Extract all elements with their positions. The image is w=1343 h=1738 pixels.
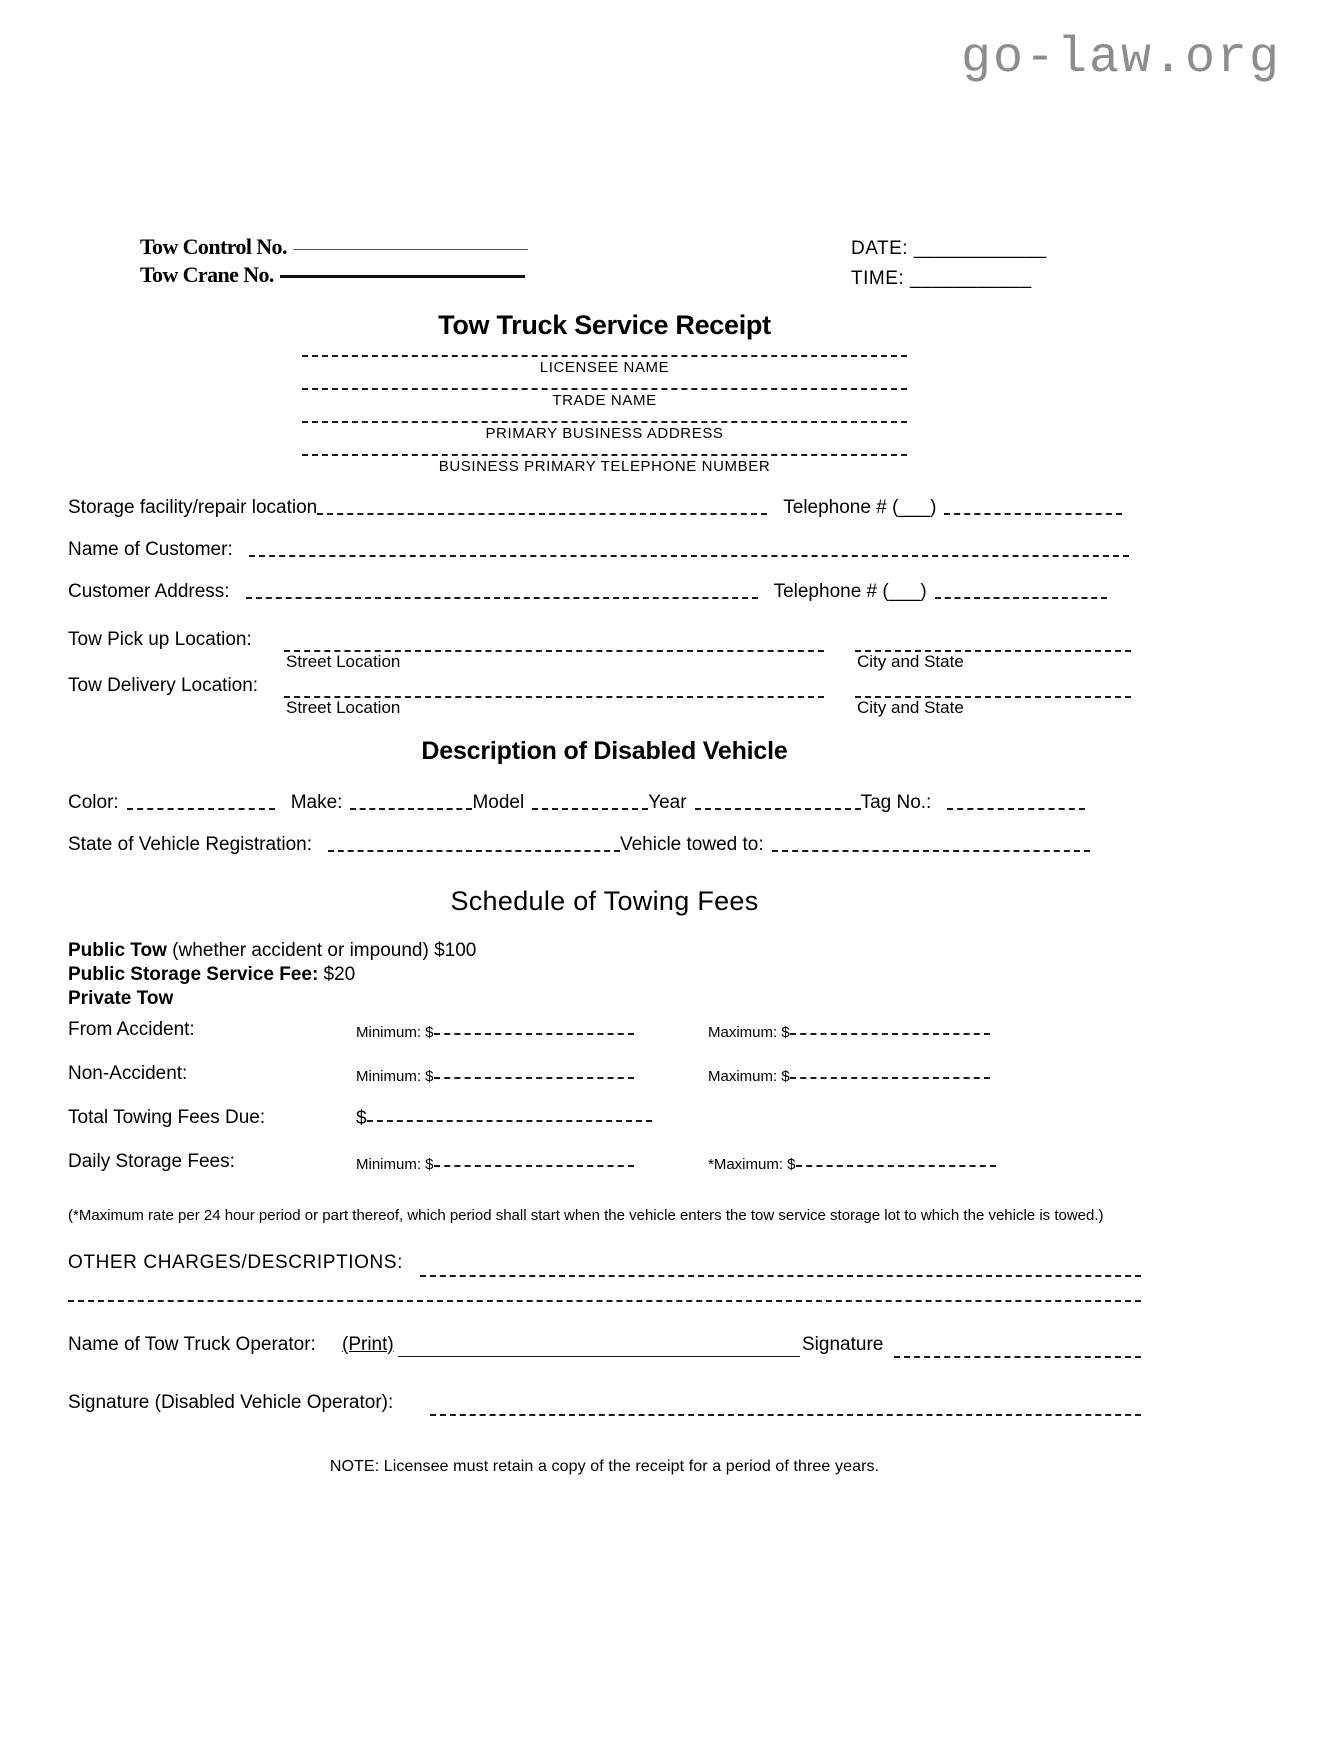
from-accident-maximum	[708, 1024, 990, 1041]
tow-crane-no-label: Tow Crane No.	[140, 262, 274, 287]
non-accident-minimum-input[interactable]	[434, 1077, 634, 1079]
tow-control-no-row	[140, 234, 528, 260]
storage-facility-row	[68, 497, 1141, 519]
non-accident-minimum-label: Minimum: $	[356, 1068, 434, 1085]
form-content	[68, 226, 1141, 1476]
state-registration-input[interactable]	[328, 850, 620, 852]
storage-telephone-input[interactable]	[944, 513, 1122, 515]
other-charges-row-2	[68, 1300, 1141, 1312]
date-row	[851, 234, 1047, 264]
public-tow-rest: (whether accident or impound) $100	[166, 940, 477, 961]
from-accident-minimum-input[interactable]	[434, 1033, 634, 1035]
date-input[interactable]: ____________	[913, 238, 1047, 259]
customer-telephone-label: Telephone # (___)	[773, 581, 927, 602]
storage-telephone-label: Telephone # (___)	[783, 497, 937, 518]
signature-label: Signature	[802, 1334, 884, 1355]
model-input[interactable]	[532, 808, 648, 810]
tow-control-no-input[interactable]	[293, 249, 528, 250]
customer-address-label: Customer Address:	[68, 581, 230, 602]
page-title: Tow Truck Service Receipt	[438, 310, 771, 340]
from-accident-maximum-input[interactable]	[790, 1033, 990, 1035]
watermark-go-law: go-law.org	[960, 30, 1281, 87]
model-label: Model	[472, 792, 525, 813]
fee-row-total	[68, 1103, 1141, 1143]
color-input[interactable]	[127, 808, 275, 810]
date-label: DATE:	[851, 238, 909, 259]
from-accident-minimum	[356, 1024, 634, 1041]
public-storage-label: Public Storage Service Fee:	[68, 964, 319, 985]
maximum-rate-footnote: (*Maximum rate per 24 hour period or part thereof, which period shall start when the vehicle enters the tow service storage lot to which the vehicle is towed.)	[68, 1207, 1104, 1224]
tow-crane-no-row	[140, 262, 525, 288]
non-accident-maximum-label: Maximum: $	[708, 1068, 790, 1085]
vehicle-description-heading: Description of Disabled Vehicle	[421, 737, 788, 765]
fee-intro-block	[68, 939, 1141, 1011]
other-charges-label: OTHER CHARGES/DESCRIPTIONS:	[68, 1252, 404, 1273]
non-accident-minimum	[356, 1068, 634, 1085]
daily-storage-maximum	[708, 1156, 996, 1173]
from-accident-minimum-label: Minimum: $	[356, 1024, 434, 1041]
public-storage-value: $20	[318, 964, 356, 985]
licensee-block	[302, 355, 907, 477]
year-label: Year	[648, 792, 687, 813]
public-tow-label: Public Tow	[68, 940, 167, 961]
total-towing-fees-value	[356, 1108, 652, 1130]
make-input[interactable]	[350, 808, 472, 810]
year-input[interactable]	[695, 808, 861, 810]
tow-delivery-label: Tow Delivery Location:	[68, 675, 259, 696]
tow-pickup-row	[68, 621, 1141, 671]
operator-name-label: Name of Tow Truck Operator:	[68, 1334, 316, 1355]
storage-facility-input[interactable]	[317, 513, 767, 515]
private-tow-line	[68, 987, 1141, 1011]
fee-row-daily-storage	[68, 1147, 1141, 1187]
tow-control-no-label: Tow Control No.	[140, 234, 287, 259]
operator-name-row	[68, 1334, 1141, 1370]
tow-crane-no-input[interactable]	[280, 275, 525, 278]
primary-business-address-input[interactable]	[302, 421, 907, 423]
customer-name-input[interactable]	[249, 555, 1129, 557]
tow-delivery-row	[68, 667, 1141, 717]
make-label: Make:	[290, 792, 343, 813]
other-charges-row	[68, 1252, 1141, 1286]
daily-storage-maximum-label: *Maximum: $	[708, 1156, 796, 1173]
daily-storage-fees-label: Daily Storage Fees:	[68, 1151, 235, 1172]
storage-facility-label: Storage facility/repair location	[68, 497, 318, 518]
tow-delivery-street-caption: Street Location	[286, 698, 401, 717]
business-telephone-input[interactable]	[302, 454, 907, 456]
public-tow-line	[68, 939, 1141, 963]
tag-no-label: Tag No.:	[860, 792, 932, 813]
tow-locations-block	[68, 621, 1141, 717]
fee-row-non-accident	[68, 1059, 1141, 1099]
state-registration-label: State of Vehicle Registration:	[68, 834, 312, 855]
disabled-operator-signature-input[interactable]	[430, 1414, 1141, 1416]
non-accident-maximum-input[interactable]	[790, 1077, 990, 1079]
tow-pickup-street-caption: Street Location	[286, 652, 401, 671]
business-telephone-caption: BUSINESS PRIMARY TELEPHONE NUMBER	[438, 458, 771, 475]
disabled-operator-signature-row	[68, 1392, 1141, 1428]
disabled-operator-label: Signature (Disabled Vehicle Operator):	[68, 1392, 394, 1413]
vehicle-attributes-row	[68, 792, 1141, 814]
towing-fees-heading: Schedule of Towing Fees	[450, 886, 759, 916]
other-charges-input-line-2[interactable]	[68, 1300, 1141, 1302]
state-registration-row	[68, 834, 1141, 856]
tow-pickup-city-caption: City and State	[857, 652, 964, 671]
non-accident-maximum	[708, 1068, 990, 1085]
customer-name-row	[68, 539, 1141, 561]
operator-name-input[interactable]	[398, 1356, 800, 1357]
daily-storage-minimum	[356, 1156, 634, 1173]
from-accident-label: From Accident:	[68, 1019, 195, 1040]
tow-pickup-label: Tow Pick up Location:	[68, 629, 252, 650]
total-dollar-sign: $	[356, 1108, 367, 1129]
other-charges-input-line-1[interactable]	[420, 1275, 1141, 1277]
customer-address-row	[68, 581, 1141, 603]
tow-control-header	[68, 226, 1141, 298]
time-row	[851, 264, 1047, 294]
daily-storage-maximum-input[interactable]	[796, 1165, 996, 1167]
customer-address-input[interactable]	[246, 597, 758, 599]
public-storage-line	[68, 963, 1141, 987]
total-towing-fees-label: Total Towing Fees Due:	[68, 1107, 266, 1128]
private-tow-label: Private Tow	[68, 988, 174, 1009]
total-towing-fees-input[interactable]	[367, 1120, 652, 1122]
daily-storage-minimum-input[interactable]	[434, 1165, 634, 1167]
primary-business-address-caption: PRIMARY BUSINESS ADDRESS	[485, 425, 724, 442]
tow-delivery-city-caption: City and State	[857, 698, 964, 717]
daily-storage-minimum-label: Minimum: $	[356, 1156, 434, 1173]
operator-signature-input[interactable]	[894, 1356, 1141, 1358]
retention-note: NOTE: Licensee must retain a copy of the receipt for a period of three years.	[329, 1458, 880, 1475]
trade-name-input[interactable]	[302, 388, 907, 390]
trade-name-caption: TRADE NAME	[552, 392, 657, 409]
tag-no-input[interactable]	[947, 808, 1085, 810]
from-accident-maximum-label: Maximum: $	[708, 1024, 790, 1041]
print-label: (Print)	[342, 1334, 394, 1355]
time-label: TIME:	[851, 268, 905, 289]
fee-row-from-accident	[68, 1015, 1141, 1055]
non-accident-label: Non-Accident:	[68, 1063, 188, 1084]
customer-name-label: Name of Customer:	[68, 539, 233, 560]
color-label: Color:	[68, 792, 119, 813]
vehicle-towed-to-input[interactable]	[772, 850, 1090, 852]
customer-telephone-input[interactable]	[935, 597, 1107, 599]
licensee-name-caption: LICENSEE NAME	[539, 359, 670, 376]
vehicle-towed-to-label: Vehicle towed to:	[619, 834, 764, 855]
time-input[interactable]: ___________	[909, 268, 1032, 289]
licensee-name-input[interactable]	[302, 355, 907, 357]
date-time-block	[851, 234, 1047, 294]
